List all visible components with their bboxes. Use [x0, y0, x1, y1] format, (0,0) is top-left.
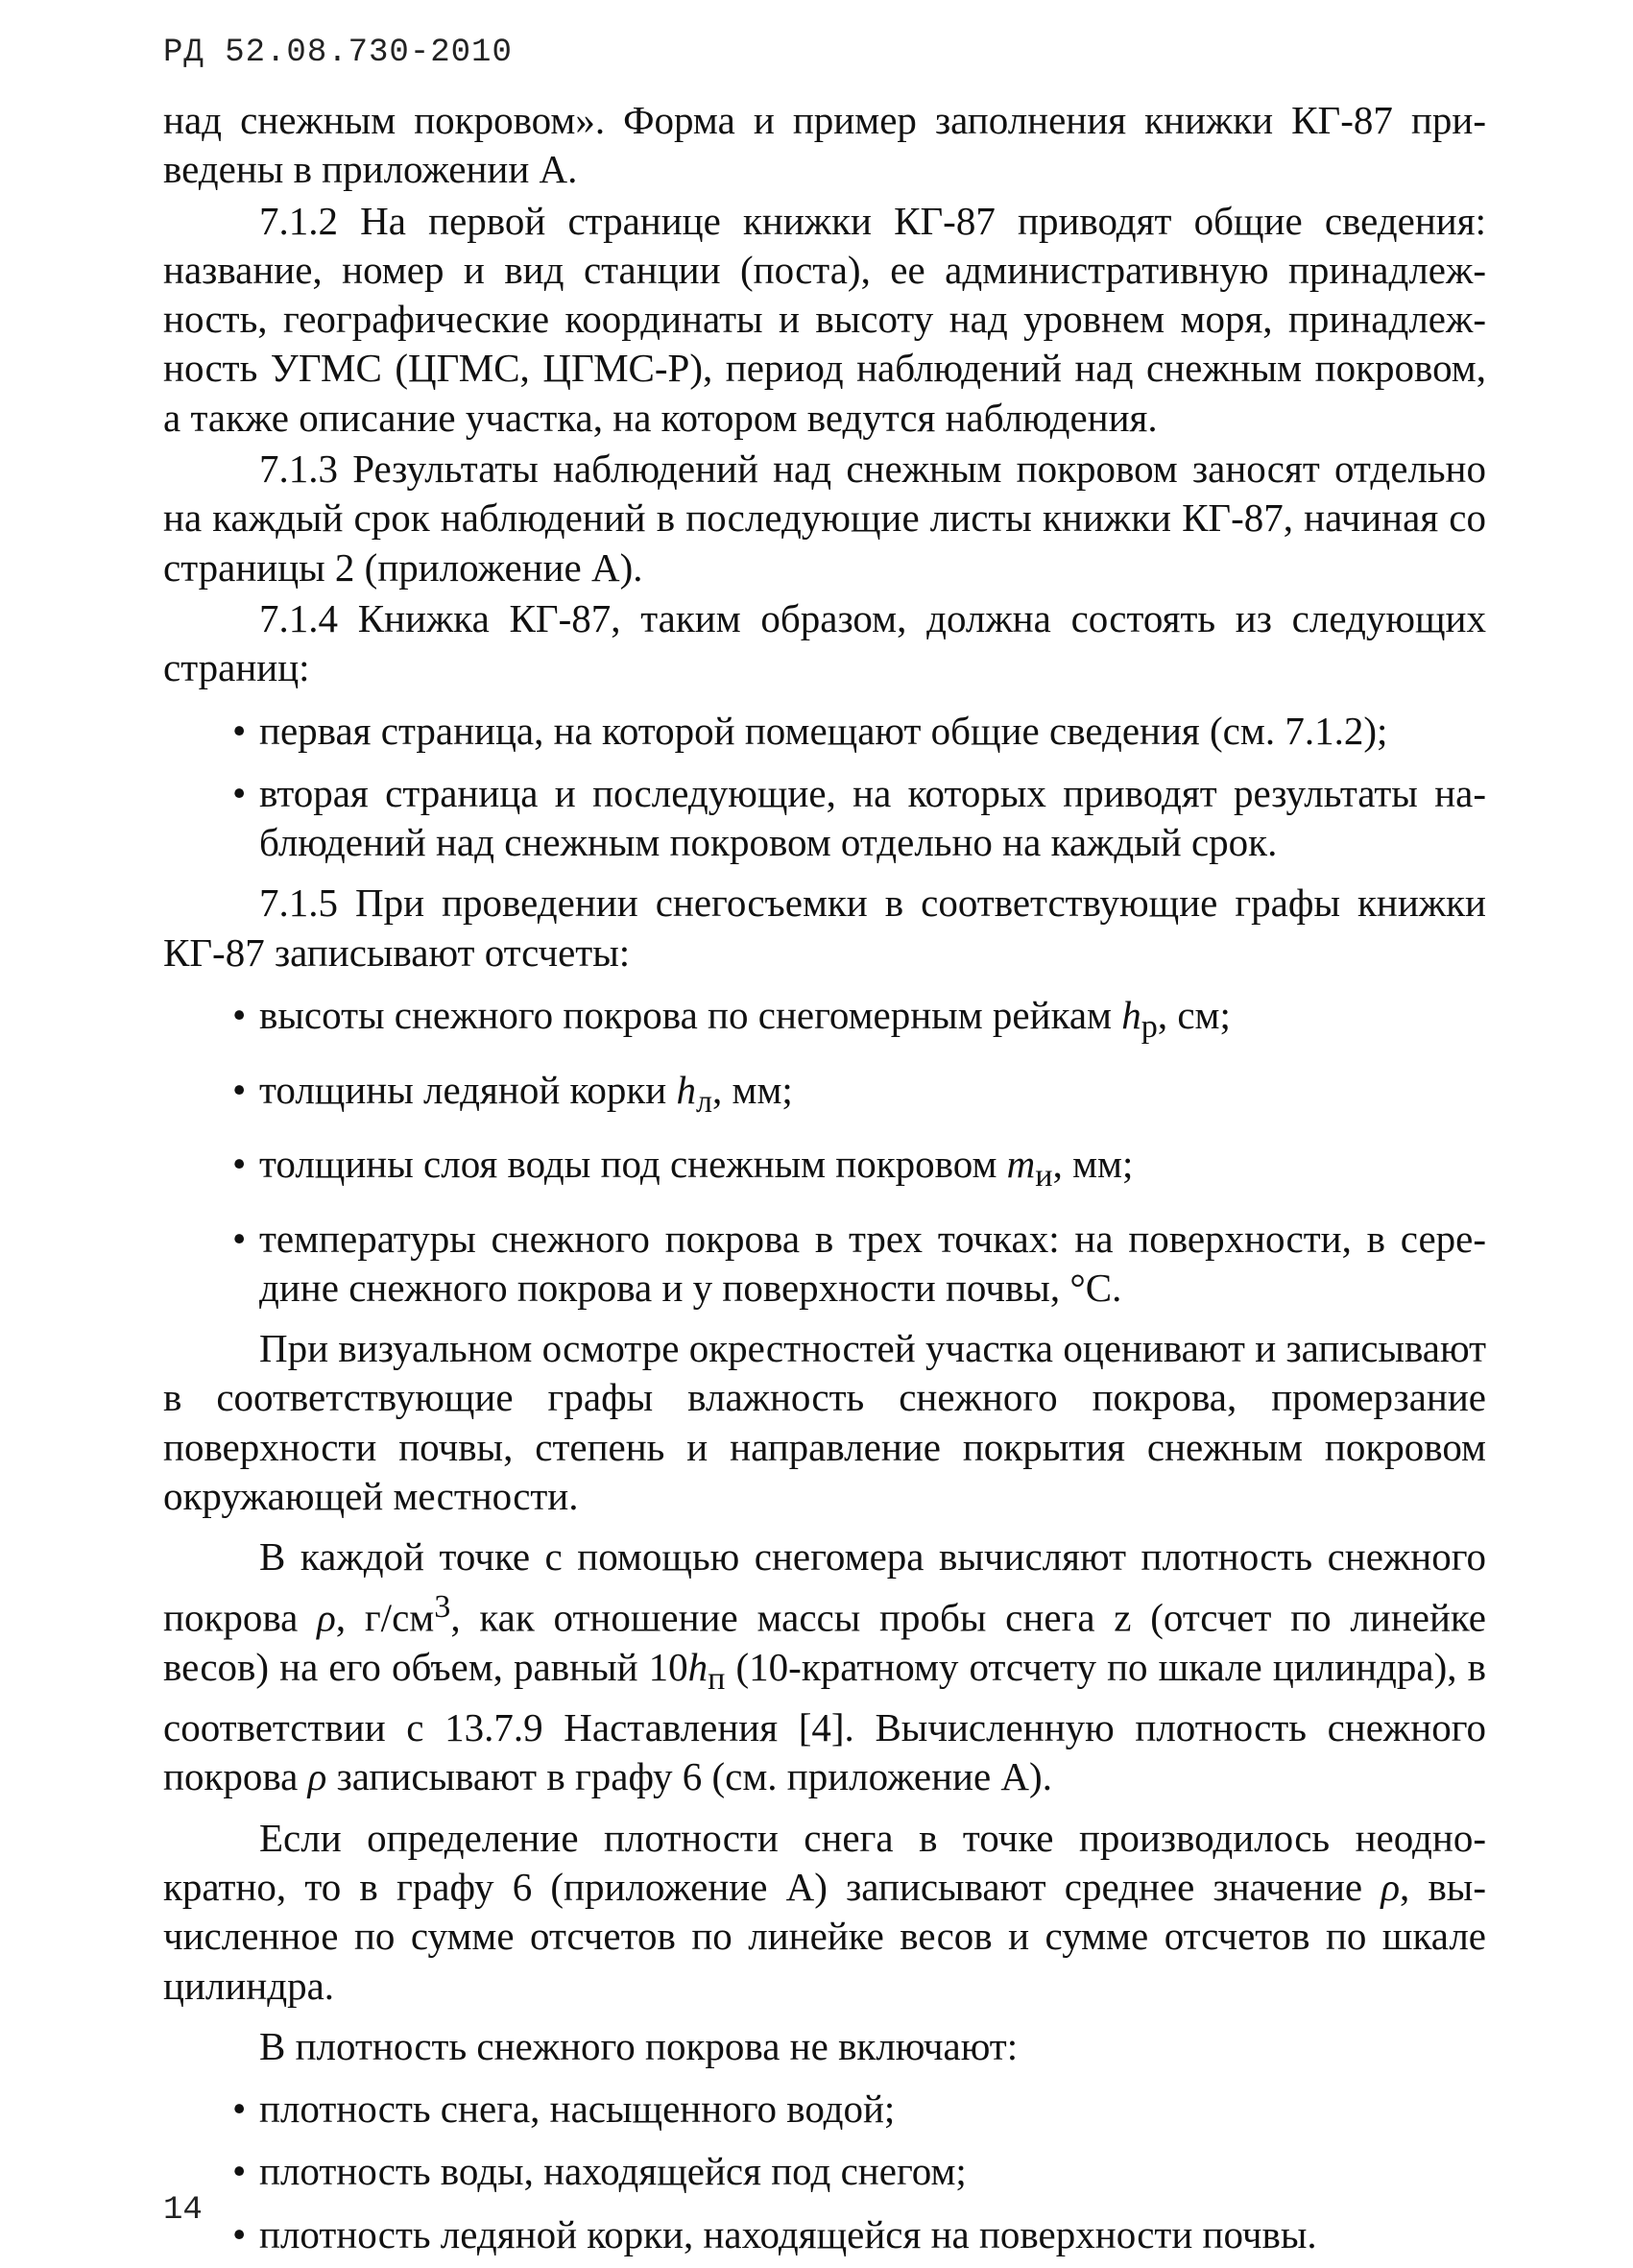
bullet-icon: •	[232, 2211, 247, 2256]
list-item	[163, 707, 1486, 756]
list-item	[163, 1215, 1486, 1314]
paragraph-7-1-3: 7.1.3 Результаты наблюдений над снежным покровом заносят отдельно на каждый срок наблюдений в последующие листы книжки КГ-87, начиная со страницы 2 (приложение А).	[163, 446, 1486, 590]
bullet-icon: •	[232, 2149, 247, 2194]
bullet-icon: •	[232, 993, 247, 1038]
variable-h: h	[676, 1067, 696, 1112]
text-span: В каждой точке с помощью снегомера вычисляют плотность снежного покрова	[163, 1534, 1486, 1640]
paragraph-7-1-2: 7.1.2 На первой странице книжки КГ-87 приводят общие сведения: название, номер и вид станции (поста), ее административную принадлежность, географические координаты и высоту над уровнем моря, принадлежность УГМС (ЦГМС, ЦГМС-Р), период наблюдений над снежным покровом, а также описание участка, на котором ведутся наблюдения.	[163, 198, 1486, 440]
paragraph-7-1-5: 7.1.5 При проведении снегосъемки в соответствующие графы книжки КГ-87 записывают отсчеты:	[163, 881, 1486, 975]
variable-rho: ρ	[307, 1754, 327, 1799]
bullet-icon: •	[232, 708, 247, 753]
list-item	[163, 2147, 1486, 2196]
variable-subscript: и	[1035, 1158, 1053, 1194]
document-body	[163, 96, 1486, 2259]
text-span: , как отношение массы пробы снега z (отсчет по линейке весов) на его объем, равный 10	[163, 1595, 1486, 1689]
list-readings	[163, 991, 1486, 1313]
variable-subscript: п	[708, 1660, 726, 1697]
variable-h: h	[1121, 993, 1141, 1038]
paragraph-repeated-measurement	[163, 1814, 1486, 2011]
list-item	[163, 1066, 1486, 1126]
list-item	[163, 769, 1486, 868]
bullet-icon: •	[232, 1142, 247, 1187]
paragraph-7-1-4: 7.1.4 Книжка КГ-87, таким образом, должна состоять из следующих страниц:	[163, 595, 1486, 690]
list-item-text: плотность снега, насыщенного водой;	[259, 2087, 896, 2132]
list-exclusions	[163, 2085, 1486, 2259]
text-span: (10-кратному отсчету по шкале цилиндра), в соответствии с 13.7.9 Наставления [4]. Вычисленную плотность снежного покрова	[163, 1644, 1486, 1799]
list-item	[163, 991, 1486, 1051]
variable-m: m	[1006, 1142, 1036, 1187]
paragraph-exclusions-intro: В плотность снежного покрова не включают:	[259, 2023, 1019, 2068]
page-number: 14	[163, 2192, 203, 2229]
list-item	[163, 2085, 1486, 2134]
list-item-text: , мм;	[1052, 1142, 1134, 1187]
list-item-text: вторая страница и последующие, на которых приводят результаты наблюдений над снежным покровом отдельно на каждый срок.	[259, 770, 1486, 865]
text-span: , вычисленное по сумме отсчетов по линейке весов и сумме отсчетов по шкале цилиндра.	[163, 1864, 1487, 2008]
list-item-text: , см;	[1157, 993, 1231, 1038]
list-item-text: высоты снежного покрова по снегомерным рейкам	[259, 993, 1122, 1038]
superscript: 3	[434, 1588, 451, 1625]
list-item-text: плотность ледяной корки, находящейся на поверхности почвы.	[259, 2211, 1317, 2256]
list-book-pages	[163, 707, 1486, 868]
bullet-icon: •	[232, 2087, 247, 2132]
list-item-text: плотность воды, находящейся под снегом;	[259, 2149, 967, 2194]
variable-h: h	[687, 1644, 708, 1689]
bullet-icon: •	[232, 770, 247, 815]
list-item-text: толщины слоя воды под снежным покровом	[259, 1142, 1007, 1187]
paragraph-visual-inspection: При визуальном осмотре окрестностей участка оценивают и записывают в соответствующие графы влажность снежного покрова, промерзание поверхности почвы, степень и направление покрытия снежным покровом окружающей местности.	[163, 1326, 1486, 1518]
document-code-header: РД 52.08.730-2010	[163, 35, 513, 71]
list-item-text: первая страница, на которой помещают общие сведения (см. 7.1.2);	[259, 708, 1388, 753]
list-item-text: , мм;	[712, 1067, 793, 1112]
bullet-icon: •	[232, 1216, 247, 1261]
list-item-text: толщины ледяной корки	[259, 1067, 677, 1112]
variable-rho: ρ	[317, 1595, 336, 1640]
list-item-text: температуры снежного покрова в трех точках: на поверхности, в середине снежного покрова и у поверхности почвы, °С.	[259, 1216, 1486, 1310]
variable-subscript: р	[1141, 1009, 1158, 1046]
paragraph-continuation: над снежным покровом». Форма и пример заполнения книжки КГ-87 приведены в приложении А.	[163, 98, 1486, 192]
text-span: записывают в графу 6 (см. приложение А).	[326, 1754, 1052, 1799]
list-item	[163, 2210, 1486, 2259]
variable-subscript: л	[695, 1083, 713, 1120]
variable-rho: ρ	[1381, 1864, 1400, 1909]
bullet-icon: •	[232, 1067, 247, 1112]
list-item	[163, 1140, 1486, 1200]
paragraph-density-calculation	[163, 1532, 1486, 1801]
text-span: , г/см	[335, 1595, 435, 1640]
text-span: Если определение плотности снега в точке производилось неоднократно, то в графу 6 (приложение А) записывают среднее значение	[163, 1815, 1486, 1909]
